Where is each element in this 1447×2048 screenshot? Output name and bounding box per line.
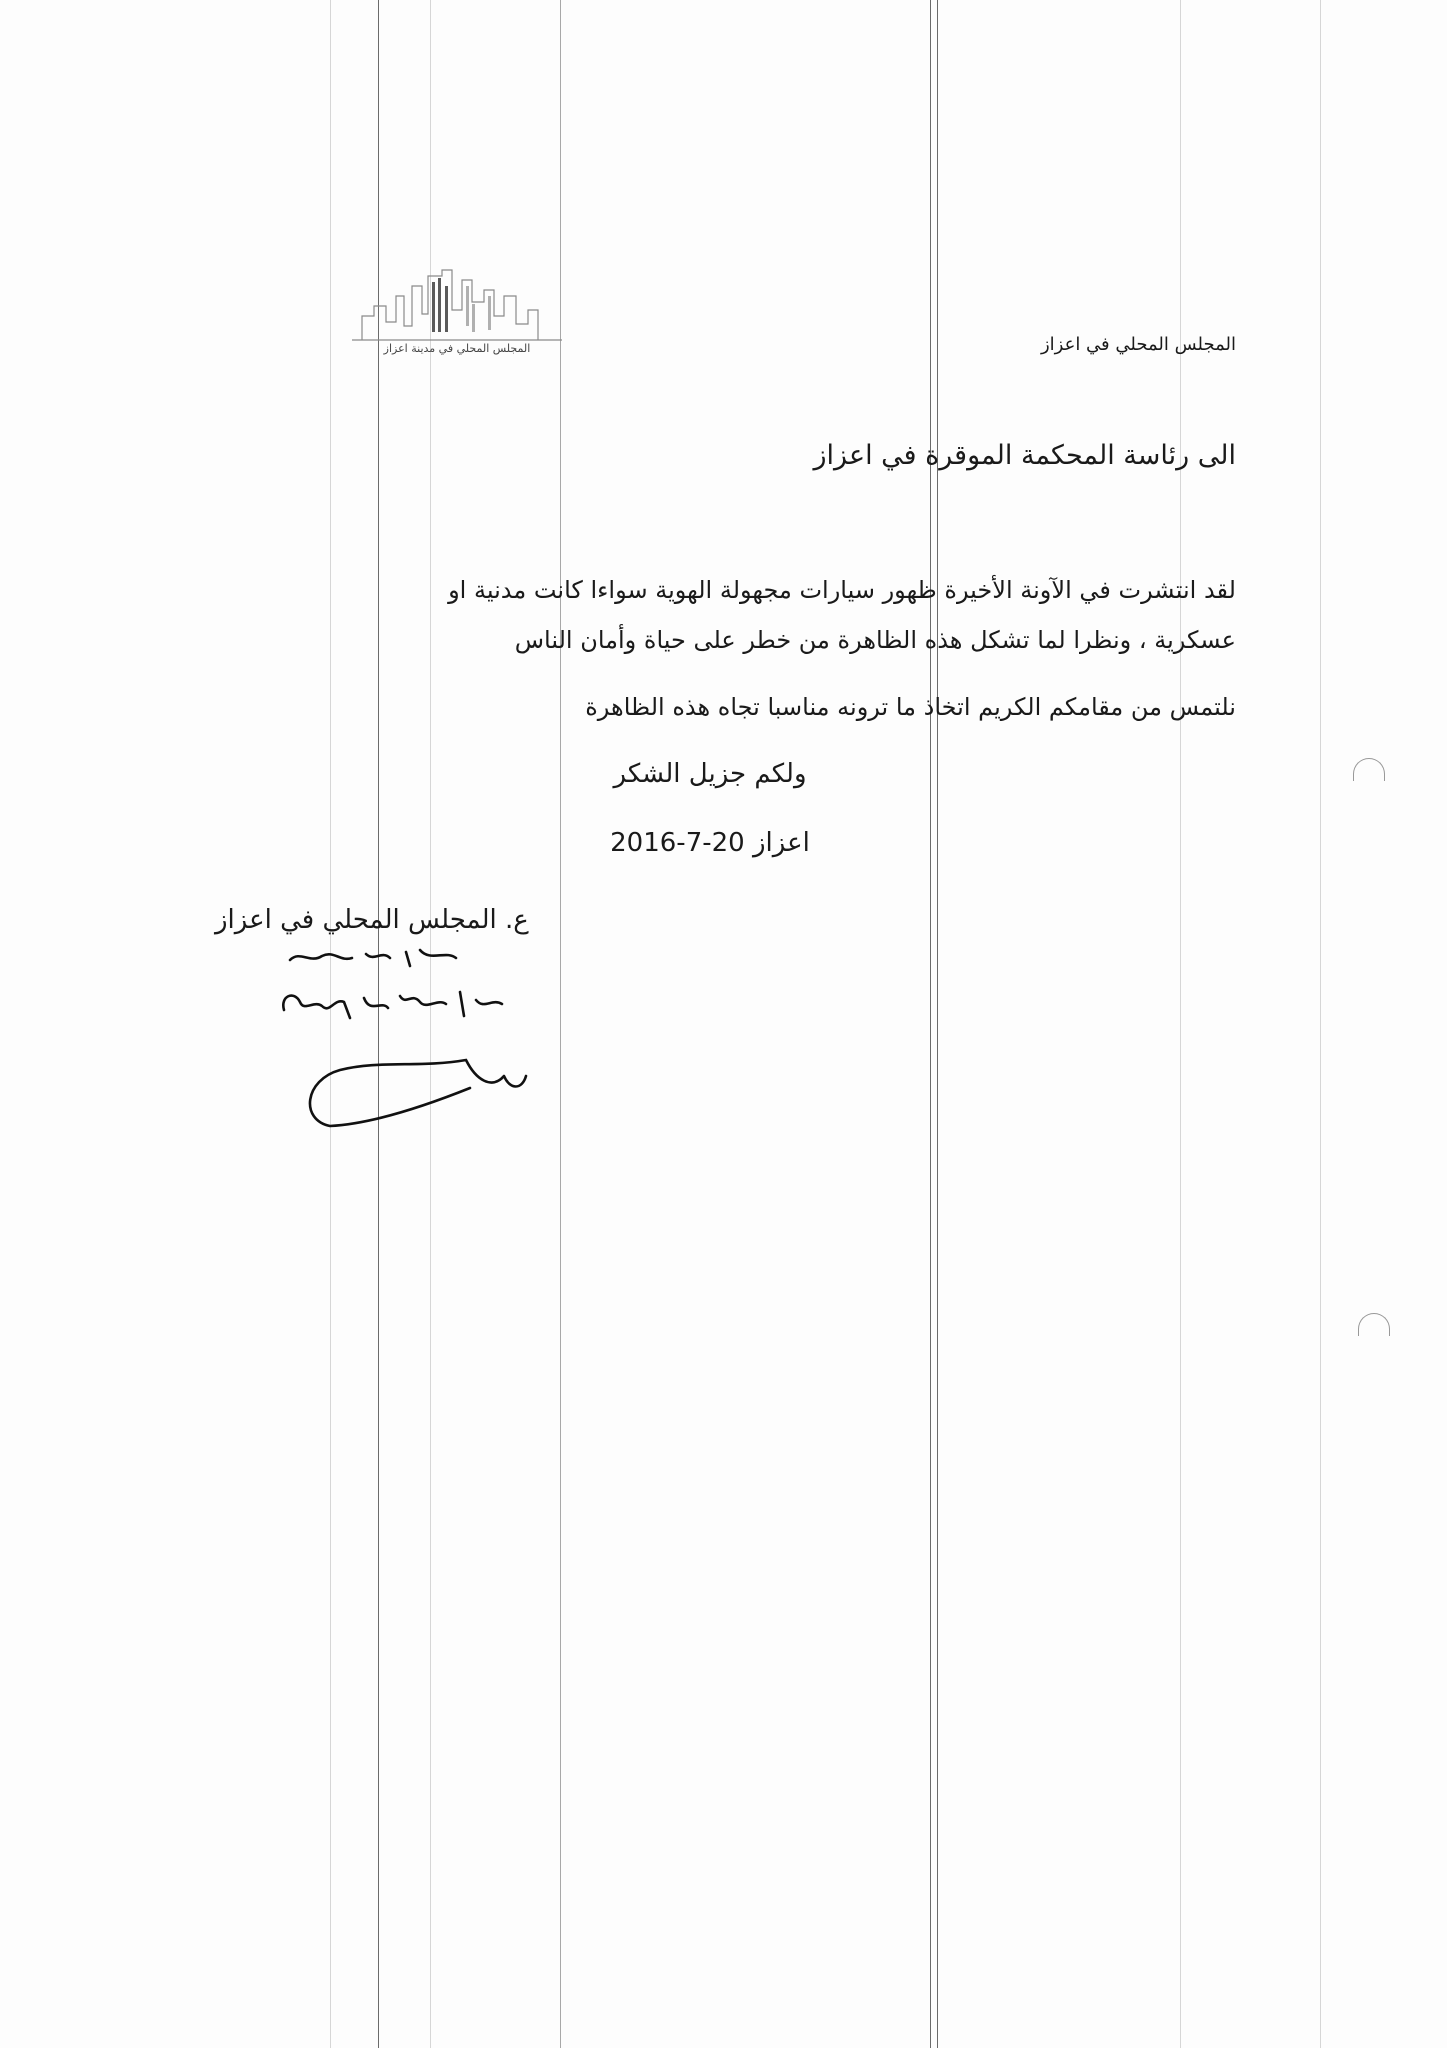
punch-hole bbox=[1358, 1313, 1390, 1336]
closing-line: ولكم جزيل الشكر bbox=[613, 759, 807, 789]
logo-caption: المجلس المحلي في مدينة اعزاز bbox=[383, 342, 531, 355]
handwritten-signature bbox=[270, 940, 530, 1140]
scan-streak bbox=[930, 0, 931, 2048]
punch-hole bbox=[1353, 758, 1385, 781]
body-text-line: لقد انتشرت في الآونة الأخيرة ظهور سيارات مجهولة الهوية سواءا كانت مدنية او bbox=[448, 576, 1236, 604]
recipient-line: الى رئاسة المحكمة الموقرة في اعزاز bbox=[813, 440, 1236, 471]
scan-streak bbox=[937, 0, 938, 2048]
scan-streak bbox=[1320, 0, 1321, 2048]
council-logo bbox=[352, 266, 562, 361]
signature-icon bbox=[270, 940, 530, 1140]
body-text-line: عسكرية ، ونظرا لما تشكل هذه الظاهرة من خطر على حياة وأمان الناس bbox=[514, 626, 1236, 654]
signatory-council: ع. المجلس المحلي في اعزاز bbox=[215, 905, 529, 935]
request-line: نلتمس من مقامكم الكريم اتخاذ ما ترونه مناسبا تجاه هذه الظاهرة bbox=[585, 693, 1236, 721]
skyline-logo-icon bbox=[352, 266, 562, 344]
date-line: اعزاز 20-7-2016 bbox=[610, 828, 810, 858]
scan-streak bbox=[1180, 0, 1181, 2048]
sender-heading: المجلس المحلي في اعزاز bbox=[1040, 334, 1236, 355]
